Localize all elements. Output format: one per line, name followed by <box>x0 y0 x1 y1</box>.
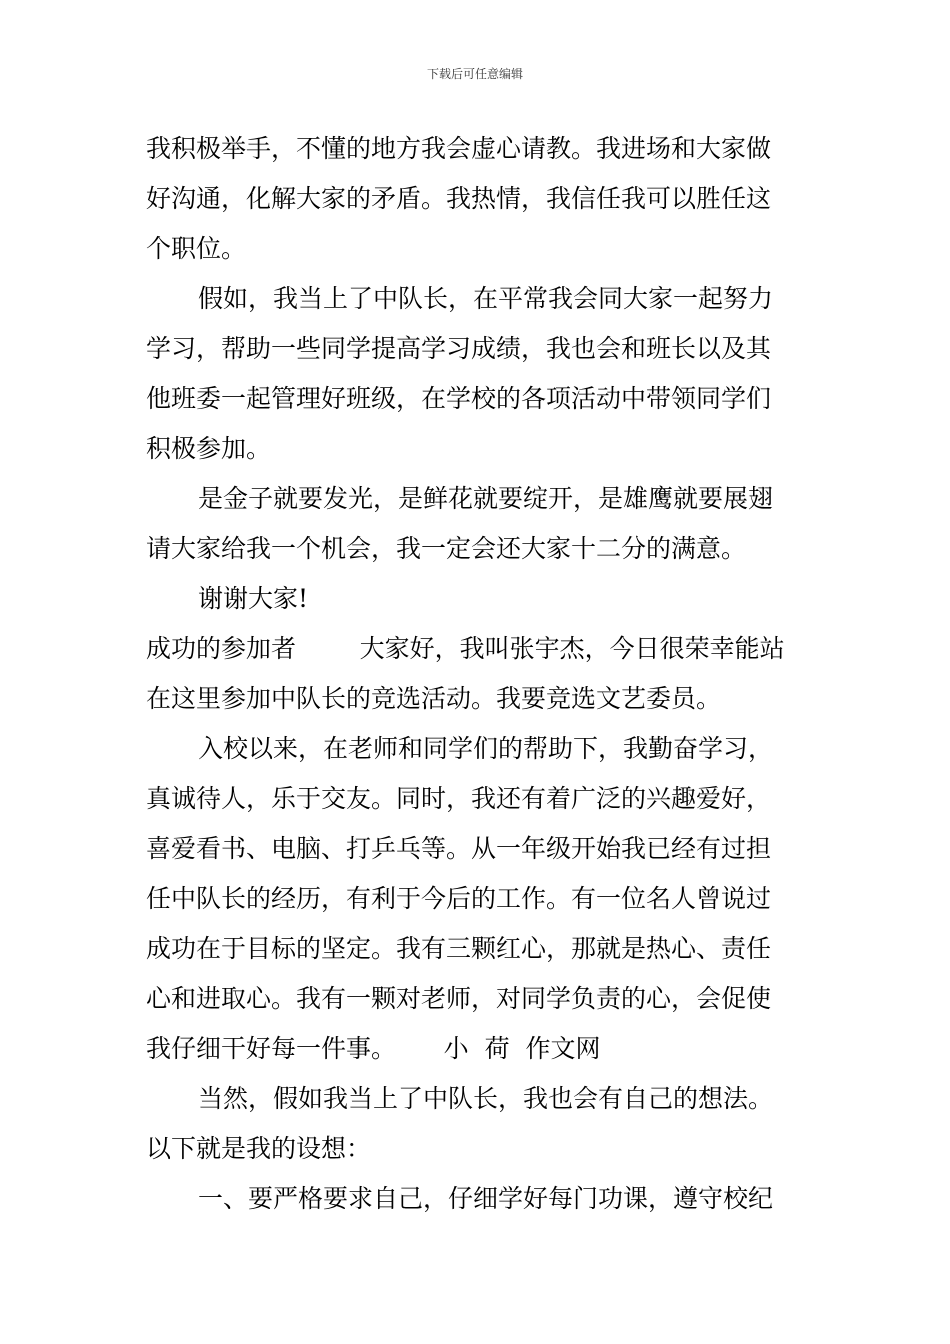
text-line: 成功在于目标的坚定。我有三颗红心，那就是热心、责任 <box>146 934 772 963</box>
text-line: 他班委一起管理好班级，在学校的各项活动中带领同学们 <box>146 384 772 413</box>
text-line: 好沟通，化解大家的矛盾。我热情，我信任我可以胜任这 <box>146 184 772 213</box>
text-line: 请大家给我一个机会，我一定会还大家十二分的满意。 <box>146 534 747 563</box>
text-line: 我积极举手，不懂的地方我会虚心请教。我进场和大家做 <box>146 134 772 163</box>
text-line: 喜爱看书、电脑、打乒乓等。从一年级开始我已经有过担 <box>146 834 772 863</box>
text-line: 任中队长的经历，有利于今后的工作。有一位名人曾说过 <box>146 884 772 913</box>
page-header: 下载后可任意编辑 <box>426 67 523 81</box>
text-line: 谢谢大家! <box>198 584 309 613</box>
text-line: 一、要严格要求自己，仔细学好每门功课，遵守校纪 <box>198 1184 774 1213</box>
text-line: 以下就是我的设想： <box>146 1134 372 1163</box>
text-line: 是金子就要发光，是鲜花就要绽开，是雄鹰就要展翅 <box>198 484 774 513</box>
text-line: 个职位。 <box>146 234 247 263</box>
text-line: 在这里参加中队长的竞选活动。我要竞选文艺委员。 <box>146 684 722 713</box>
text-line: 假如，我当上了中队长，在平常我会同大家一起努力 <box>198 284 774 313</box>
text-line: 心和进取心。我有一颗对老师，对同学负责的心，会促使 <box>146 984 772 1013</box>
text-line: 成功的参加者 大家好，我叫张宇杰，今日很荣幸能站 <box>146 634 785 663</box>
text-line: 积极参加。 <box>146 434 272 463</box>
text-line: 当然，假如我当上了中队长，我也会有自己的想法。 <box>198 1084 774 1113</box>
text-line: 我仔细干好每一件事。 小 荷 作文网 <box>146 1034 601 1063</box>
text-line: 真诚待人，乐于交友。同时，我还有着广泛的兴趣爱好， <box>146 784 772 813</box>
text-line: 学习，帮助一些同学提高学习成绩，我也会和班长以及其 <box>146 334 772 363</box>
text-line: 入校以来，在老师和同学们的帮助下，我勤奋学习， <box>198 734 774 763</box>
document-body <box>146 124 816 1224</box>
